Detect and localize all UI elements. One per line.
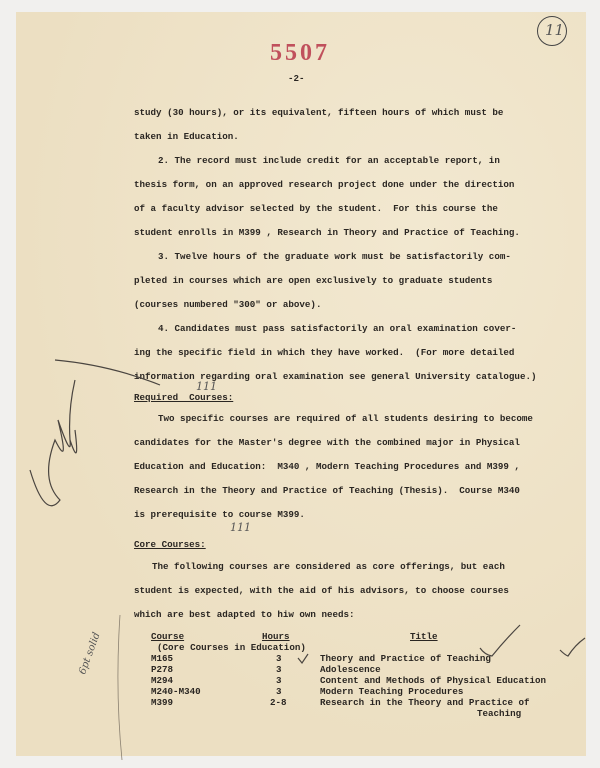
cell-course: M165 <box>151 653 174 664</box>
cell-hours: 3 <box>276 675 282 686</box>
cell-title: Modern Teaching Procedures <box>320 686 464 697</box>
core-line: The following courses are considered as core offerings, but each <box>152 561 505 572</box>
required-line: Research in the Theory and Practice of Teaching (Thesis). Course M340 <box>134 485 520 496</box>
body-line: taken in Education. <box>134 131 239 142</box>
cell-course: P278 <box>151 664 174 675</box>
pencil-line-icon <box>118 615 122 760</box>
cell-course: M240-M340 <box>151 686 201 697</box>
body-line: of a faculty advisor selected by the student. For this course the <box>134 203 498 214</box>
body-line: (courses numbered "300" or above). <box>134 299 322 310</box>
core-line: which are best adapted to hiw own needs: <box>134 609 355 620</box>
required-line: Education and Education: M340 , Modern Teaching Procedures and M399 , <box>134 461 520 472</box>
required-line: Two specific courses are required of all students desiring to become <box>158 413 533 424</box>
body-line: study (30 hours), or its equivalent, fifteen hours of which must be <box>134 107 504 118</box>
page-number: -2- <box>288 73 305 84</box>
core-line: student is expected, with the aid of his advisors, to choose courses <box>134 585 509 596</box>
required-courses-heading: Required Courses: <box>134 392 234 403</box>
margin-mark: 111 <box>230 521 251 534</box>
cell-title: Content and Methods of Physical Education <box>320 675 547 686</box>
cell-title: Adolescence <box>320 664 381 675</box>
cell-title: Research in the Theory and Practice of <box>320 697 530 708</box>
handwritten-side-note: 6pt solid <box>77 630 103 677</box>
checkmark-icon <box>560 638 585 656</box>
body-line: information regarding oral examination see general University catalogue.) <box>134 371 537 382</box>
cell-title: Theory and Practice of Teaching <box>320 653 491 664</box>
stamp-number: 5507 <box>270 40 330 66</box>
checkmark-icon <box>480 625 520 656</box>
title-continuation: Teaching <box>477 708 522 719</box>
body-line: pleted in courses which are open exclusively to graduate students <box>134 275 493 286</box>
body-line: 2. The record must include credit for an acceptable report, in <box>158 155 500 166</box>
circled-page-label: 11 <box>545 21 565 39</box>
pencil-line-icon <box>55 360 160 385</box>
cell-hours: 2-8 <box>270 697 287 708</box>
body-line: student enrolls in M399 , Research in Theory and Practice of Teaching. <box>134 227 520 238</box>
pencil-line-icon <box>70 380 75 440</box>
core-courses-heading: Core Courses: <box>134 539 206 550</box>
table-subheading: (Core Courses in Education) <box>157 642 306 653</box>
body-line: thesis form, on an approved research project done under the direction <box>134 179 515 190</box>
header-title: Title <box>410 631 438 642</box>
cell-hours: 3 <box>276 686 282 697</box>
checkmark-icon <box>298 654 308 663</box>
body-line: ing the specific field in which they have worked. (For more detailed <box>134 347 515 358</box>
required-line: is prerequisite to course M399. <box>134 509 305 520</box>
body-line: 3. Twelve hours of the graduate work must be satisfactorily com- <box>158 251 511 262</box>
header-hours: Hours <box>262 631 290 642</box>
cell-course: M294 <box>151 675 174 686</box>
body-line: 4. Candidates must pass satisfactorily an oral examination cover- <box>158 323 517 334</box>
header-course: Course <box>151 631 185 642</box>
required-line: candidates for the Master's degree with the combined major in Physical <box>134 437 520 448</box>
cell-course: M399 <box>151 697 174 708</box>
margin-mark: 111 <box>196 380 217 393</box>
cell-hours: 3 <box>276 664 282 675</box>
cell-hours: 3 <box>276 653 282 664</box>
